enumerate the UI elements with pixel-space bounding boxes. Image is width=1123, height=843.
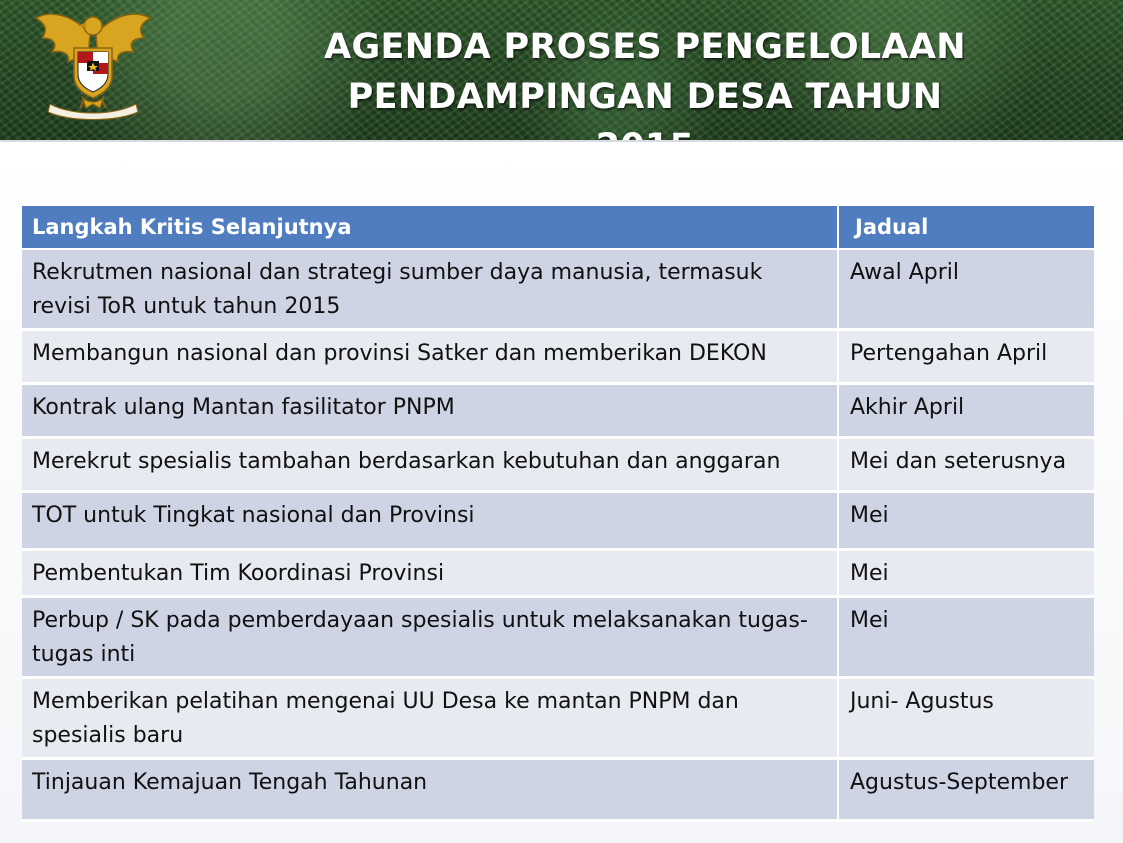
garuda-emblem-icon — [32, 4, 154, 122]
agenda-table — [22, 206, 1094, 822]
table-row — [22, 438, 1094, 492]
slide-header-banner — [0, 0, 1123, 142]
step-cell: Membangun nasional dan provinsi Satker dan memberikan DEKON — [22, 330, 838, 384]
table-row — [22, 384, 1094, 438]
schedule-cell: Juni- Agustus — [838, 678, 1094, 759]
schedule-cell: Akhir April — [838, 384, 1094, 438]
schedule-cell: Awal April — [838, 249, 1094, 330]
table-header-row — [22, 206, 1094, 249]
step-cell: Tinjauan Kemajuan Tengah Tahunan — [22, 759, 838, 821]
schedule-cell: Agustus-September — [838, 759, 1094, 821]
table-row — [22, 330, 1094, 384]
schedule-cell: Pertengahan April — [838, 330, 1094, 384]
page-title-line-1: AGENDA PROSES PENGELOLAAN — [324, 27, 966, 67]
column-header-step: Langkah Kritis Selanjutnya — [22, 206, 838, 249]
table-row — [22, 678, 1094, 759]
step-cell: Kontrak ulang Mantan fasilitator PNPM — [22, 384, 838, 438]
schedule-cell: Mei — [838, 597, 1094, 678]
table-row — [22, 550, 1094, 597]
step-cell: Rekrutmen nasional dan strategi sumber daya manusia, termasuk revisi ToR untuk tahun 2015 — [22, 249, 838, 330]
schedule-cell: Mei — [838, 492, 1094, 550]
table-row — [22, 492, 1094, 550]
page-title-line-2: PENDAMPINGAN DESA TAHUN — [347, 77, 943, 117]
schedule-cell: Mei — [838, 550, 1094, 597]
step-cell: Pembentukan Tim Koordinasi Provinsi — [22, 550, 838, 597]
table-row — [22, 759, 1094, 821]
step-cell: Memberikan pelatihan mengenai UU Desa ke mantan PNPM dan spesialis baru — [22, 678, 838, 759]
table-row — [22, 597, 1094, 678]
step-cell: Perbup / SK pada pemberdayaan spesialis untuk melaksanakan tugas-tugas inti — [22, 597, 838, 678]
schedule-cell: Mei dan seterusnya — [838, 438, 1094, 492]
column-header-schedule: Jadual — [838, 206, 1094, 249]
step-cell: TOT untuk Tingkat nasional dan Provinsi — [22, 492, 838, 550]
table-row — [22, 249, 1094, 330]
step-cell: Merekrut spesialis tambahan berdasarkan kebutuhan dan anggaran — [22, 438, 838, 492]
